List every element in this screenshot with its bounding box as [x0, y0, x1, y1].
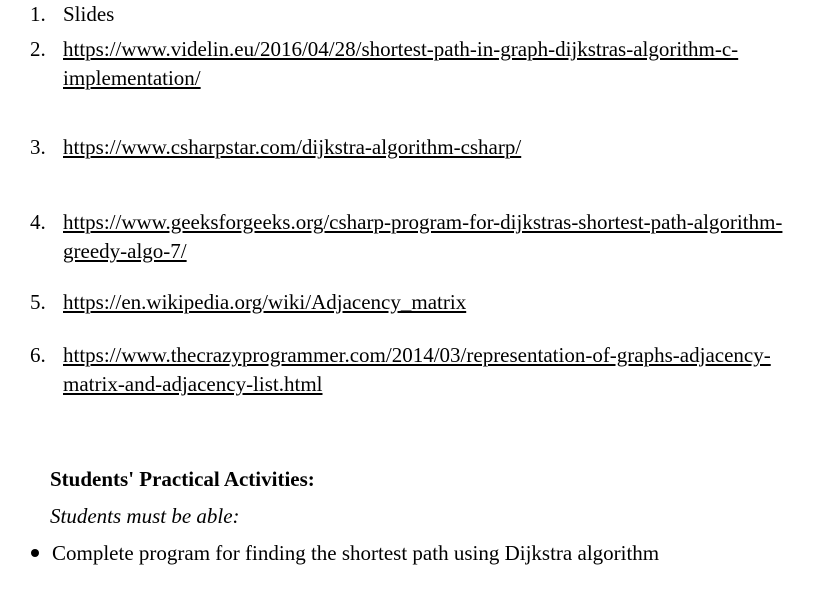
reference-number: 6. [30, 343, 46, 367]
reference-link-line[interactable]: matrix-and-adjacency-list.html [63, 372, 323, 396]
reference-link-line[interactable]: https://en.wikipedia.org/wiki/Adjacency_matrix [63, 290, 467, 314]
reference-number: 4. [30, 210, 46, 234]
reference-text: Slides [63, 2, 115, 26]
bullet-dot-icon [31, 549, 39, 557]
reference-link-line[interactable]: https://www.videlin.eu/2016/04/28/shortest-path-in-graph-dijkstras-algorithm-c- [63, 37, 739, 61]
reference-link-block[interactable] [63, 341, 798, 399]
reference-link-line[interactable]: implementation/ [63, 66, 201, 90]
activity-bullet-text: Complete program for finding the shortest path using Dijkstra algorithm [52, 541, 660, 565]
reference-link-line[interactable]: greedy-algo-7/ [63, 239, 187, 263]
reference-number: 5. [30, 290, 46, 314]
reference-number: 1. [30, 2, 46, 26]
activities-subheading: Students must be able: [50, 504, 240, 528]
reference-link-line[interactable]: https://www.csharpstar.com/dijkstra-algorithm-csharp/ [63, 135, 522, 159]
reference-link-block[interactable] [63, 288, 798, 317]
reference-link-block[interactable] [63, 133, 798, 162]
reference-link-block[interactable] [63, 35, 798, 93]
reference-link-line[interactable]: https://www.geeksforgeeks.org/csharp-program-for-dijkstras-shortest-path-algorithm- [63, 210, 783, 234]
reference-link-block[interactable] [63, 208, 798, 266]
activities-heading: Students' Practical Activities: [50, 467, 315, 491]
reference-body [63, 0, 798, 29]
reference-link-line[interactable]: https://www.thecrazyprogrammer.com/2014/03/representation-of-graphs-adjacency- [63, 343, 771, 367]
reference-number: 3. [30, 135, 46, 159]
reference-number: 2. [30, 37, 46, 61]
